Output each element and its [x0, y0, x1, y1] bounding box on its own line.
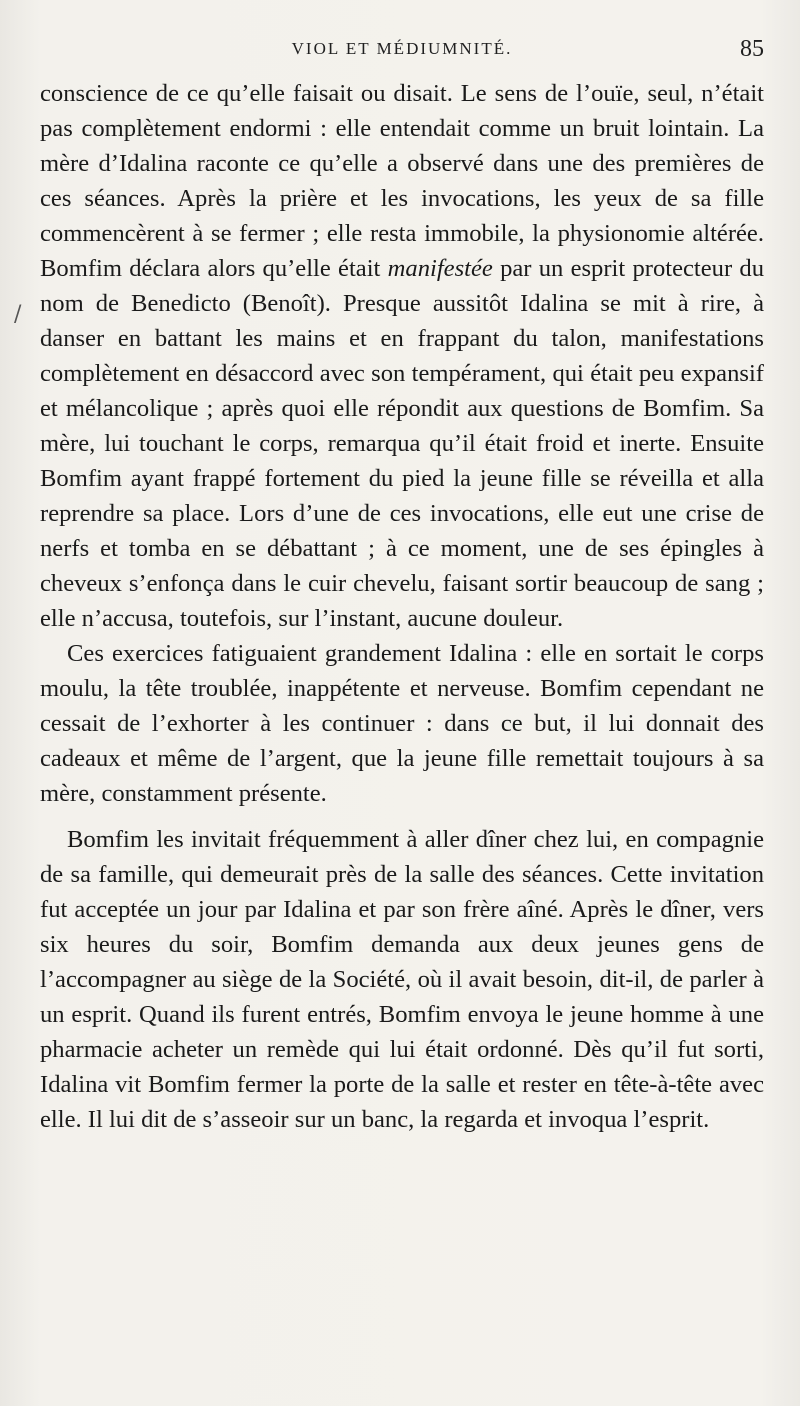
paragraph-2	[40, 636, 764, 811]
margin-mark: /	[14, 302, 22, 327]
paragraph-2-text: Ces exercices fatiguaient grandement Idalina : elle en sortait le corps moulu, la tête troublée, inappétente et nerveuse. Bomfim cependant ne cessait de l’exhorter à les continuer : dans ce but, il lui donnait des cadeaux et même de l’argent, que la jeune fille remettait toujours à sa mère, constamment présente.	[40, 640, 764, 807]
running-head	[40, 34, 764, 64]
paragraph-3	[40, 822, 764, 1137]
running-title: VIOL ET MÉDIUMNITÉ.	[291, 39, 513, 58]
paragraph-1-italic-term: manifestée	[387, 255, 493, 282]
page-number: 85	[740, 36, 764, 62]
paragraph-1-text-a: conscience de ce qu’elle faisait ou disait. Le sens de l’ouïe, seul, n’était pas complètement endormi : elle entendait comme un bruit lointain. La mère d’Idalina raconte ce qu’elle a observé dans une des premières de ces séances. Après la prière et les invocations, les yeux de sa fille commencèrent à se fermer ; elle resta immobile, la physionomie altérée. Bomfim déclara alors qu’elle était	[40, 80, 764, 282]
paragraph-1	[40, 76, 764, 636]
paragraph-1-text-b: par un esprit protecteur du nom de Benedicto (Benoît). Presque aussitôt Idalina se mit à rire, à danser en battant les mains et en frappant du talon, manifestations complètement en désaccord avec son tempérament, qui était peu expansif et mélancolique ; après quoi elle répondit aux questions de Bomfim. Sa mère, lui touchant le corps, remarqua qu’il était froid et inerte. Ensuite Bomfim ayant frappé fortement du pied la jeune fille se réveilla et alla reprendre sa place. Lors d’une de ces invocations, elle eut une crise de nerfs et tomba en se débattant ; à ce moment, une de ses épingles à cheveux s’enfonça dans le cuir chevelu, faisant sortir beaucoup de sang ; elle n’accusa, toutefois, sur l’instant, aucune douleur.	[40, 255, 764, 632]
paragraph-3-text: Bomfim les invitait fréquemment à aller dîner chez lui, en compagnie de sa famille, qui demeurait près de la salle des séances. Cette invitation fut acceptée un jour par Idalina et par son frère aîné. Après le dîner, vers six heures du soir, Bomfim demanda aux deux jeunes gens de l’accompagner au siège de la Société, où il avait besoin, dit-il, de parler à un esprit. Quand ils furent entrés, Bomfim envoya le jeune homme à une pharmacie acheter un remède qui lui était ordonné. Dès qu’il fut sorti, Idalina vit Bomfim fermer la porte de la salle et rester en tête-à-tête avec elle. Il lui dit de s’asseoir sur un banc, la regarda et invoqua l’esprit.	[40, 826, 764, 1133]
body-text	[40, 76, 764, 1137]
